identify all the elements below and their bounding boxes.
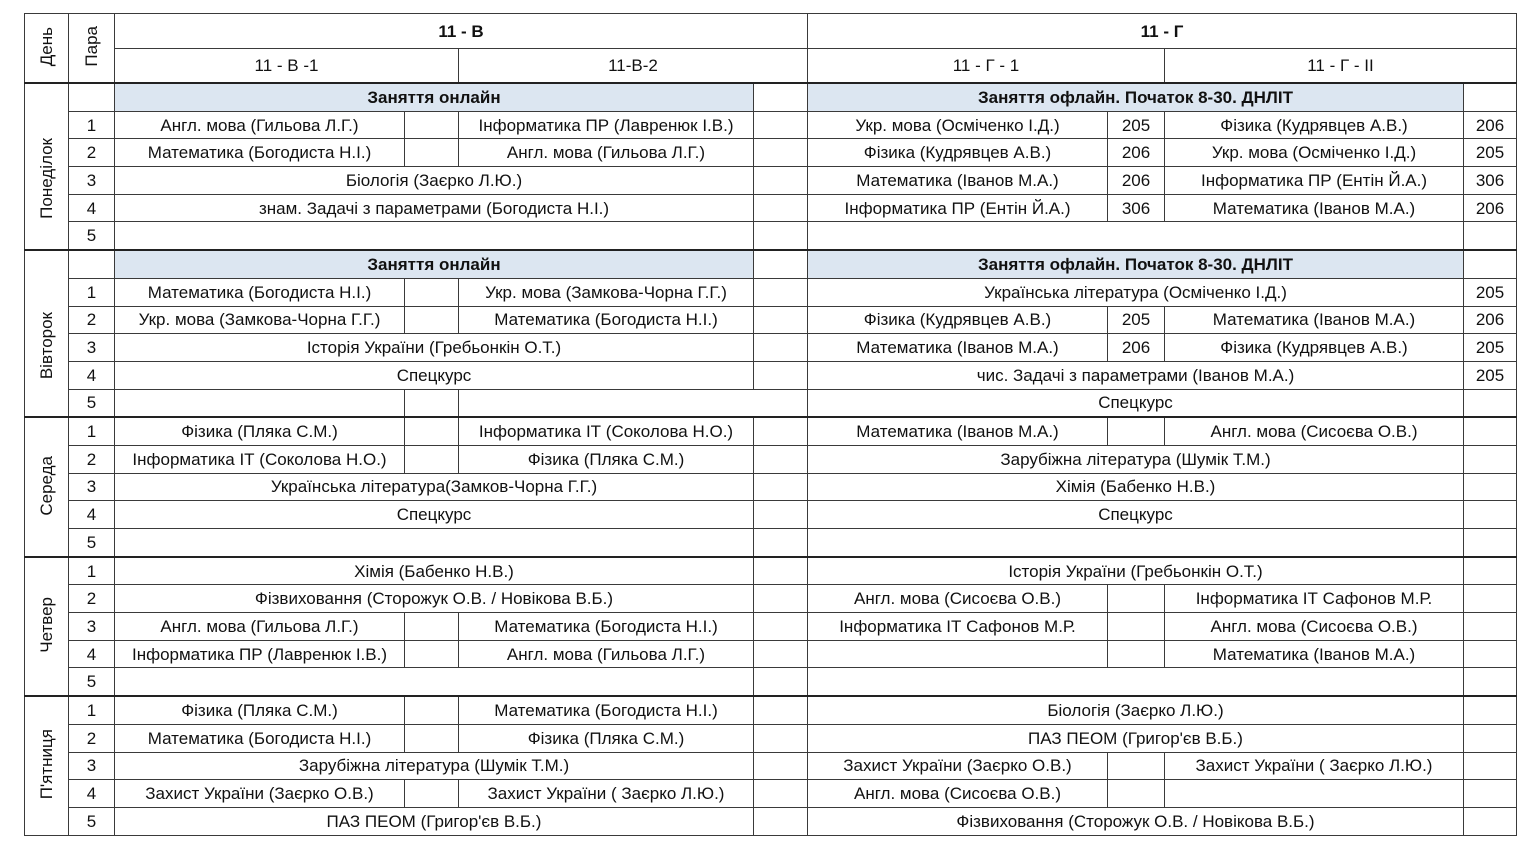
mon-4-g1-room: 306 xyxy=(1108,194,1165,222)
day-friday: П'ятниця xyxy=(25,696,69,835)
thu-2-g2-room xyxy=(1464,585,1517,613)
tue-4-g: чис. Задачі з параметрами (Іванов М.А.) xyxy=(808,361,1464,389)
wed-2-b2: Фізика (Пляка С.М.) xyxy=(459,445,754,473)
mon-1-b2-room xyxy=(754,111,808,139)
fri-3-b: Зарубіжна література (Шумік Т.М.) xyxy=(115,752,754,780)
day-monday: Понеділок xyxy=(25,111,69,250)
tue-1-b2-room xyxy=(754,278,808,306)
thu-2-b: Фізвиховання (Сторожук О.В. / Новікова В.Б.) xyxy=(115,585,754,613)
mon-5-g-room xyxy=(1464,222,1517,250)
wed-5-b xyxy=(115,529,754,557)
thu-5-b-room xyxy=(754,668,808,696)
wed-1-g2: Англ. мова (Сисоєва О.В.) xyxy=(1165,417,1464,445)
tue-info-b-room xyxy=(754,250,808,278)
tue-2-g2-room: 206 xyxy=(1464,306,1517,334)
thu-3-g1-room xyxy=(1108,613,1165,641)
thu-4-g1-room xyxy=(1108,640,1165,668)
wed-2-g: Зарубіжна література (Шумік Т.М.) xyxy=(808,445,1464,473)
fri-2-b2-room xyxy=(754,724,808,752)
wed-5-g xyxy=(808,529,1464,557)
mon-info-blank xyxy=(69,83,115,111)
wed-1-b2: Інформатика ІТ (Соколова Н.О.) xyxy=(459,417,754,445)
fri-2-b1: Математика (Богодиста Н.І.) xyxy=(115,724,405,752)
mon-num-3: 3 xyxy=(69,167,115,195)
tue-info-row xyxy=(25,250,1517,278)
mon-row-3 xyxy=(25,167,1517,195)
thu-1-g: Історія України (Гребьонкін О.Т.) xyxy=(808,557,1464,585)
tue-2-g1: Фізика (Кудрявцев А.В.) xyxy=(808,306,1108,334)
tue-1-b1-room xyxy=(405,278,459,306)
wed-num-3: 3 xyxy=(69,473,115,501)
fri-4-g1-room xyxy=(1108,780,1165,808)
thu-5-g-room xyxy=(1464,668,1517,696)
wed-4-b-room xyxy=(754,501,808,529)
thu-3-g2-room xyxy=(1464,613,1517,641)
fri-4-b2: Захист України ( Заєрко Л.Ю.) xyxy=(459,780,754,808)
mon-1-b1: Англ. мова (Гильова Л.Г.) xyxy=(115,111,405,139)
tue-day-blank xyxy=(25,250,69,278)
mon-info-b: Заняття онлайн xyxy=(115,83,754,111)
mon-1-g2: Фізика (Кудрявцев А.В.) xyxy=(1165,111,1464,139)
fri-1-b2-room xyxy=(754,696,808,724)
tue-2-g2: Математика (Іванов М.А.) xyxy=(1165,306,1464,334)
mon-4-b-room xyxy=(754,194,808,222)
fri-3-g2: Захист України ( Заєрко Л.Ю.) xyxy=(1165,752,1464,780)
header-para: Пара xyxy=(69,14,115,84)
fri-1-g: Біологія (Заєрко Л.Ю.) xyxy=(808,696,1464,724)
tue-2-g1-room: 205 xyxy=(1108,306,1165,334)
thu-3-g2: Англ. мова (Сисоєва О.В.) xyxy=(1165,613,1464,641)
wed-3-b: Українська література(Замков-Чорна Г.Г.) xyxy=(115,473,754,501)
thu-num-2: 2 xyxy=(69,585,115,613)
thu-num-4: 4 xyxy=(69,640,115,668)
wed-1-b1-room xyxy=(405,417,459,445)
header-group-g1: 11 - Г - 1 xyxy=(808,49,1165,84)
mon-4-g2-room: 206 xyxy=(1464,194,1517,222)
tue-2-b1: Укр. мова (Замкова-Чорна Г.Г.) xyxy=(115,306,405,334)
mon-row-5 xyxy=(25,222,1517,250)
day-wednesday: Середа xyxy=(25,417,69,556)
mon-3-b-room xyxy=(754,167,808,195)
tue-info-g-room xyxy=(1464,250,1517,278)
tue-5-b2 xyxy=(459,389,808,417)
mon-3-g1-room: 206 xyxy=(1108,167,1165,195)
fri-5-b-room xyxy=(754,807,808,835)
mon-3-g2: Інформатика ПР (Ентін Й.А.) xyxy=(1165,167,1464,195)
tue-5-g: Спецкурс xyxy=(808,389,1464,417)
thu-num-1: 1 xyxy=(69,557,115,585)
mon-4-b: знам. Задачі з параметрами (Богодиста Н.І.) xyxy=(115,194,754,222)
wed-5-b-room xyxy=(754,529,808,557)
thu-3-b1-room xyxy=(405,613,459,641)
mon-info-g: Заняття офлайн. Початок 8-30. ДНЛІТ xyxy=(808,83,1464,111)
wed-num-2: 2 xyxy=(69,445,115,473)
fri-3-b-room xyxy=(754,752,808,780)
fri-2-b2: Фізика (Пляка С.М.) xyxy=(459,724,754,752)
wed-row-2 xyxy=(25,445,1517,473)
mon-info-b-room xyxy=(754,83,808,111)
wed-2-b1-room xyxy=(405,445,459,473)
wed-4-g-room xyxy=(1464,501,1517,529)
wed-1-g1: Математика (Іванов М.А.) xyxy=(808,417,1108,445)
thu-1-b-room xyxy=(754,557,808,585)
tue-3-g2-room: 205 xyxy=(1464,334,1517,362)
thu-3-b2: Математика (Богодиста Н.І.) xyxy=(459,613,754,641)
thu-3-b2-room xyxy=(754,613,808,641)
fri-row-4 xyxy=(25,780,1517,808)
header-class-g: 11 - Г xyxy=(808,14,1517,49)
tue-4-g-room: 205 xyxy=(1464,361,1517,389)
fri-4-g2 xyxy=(1165,780,1464,808)
wed-3-b-room xyxy=(754,473,808,501)
tue-info-blank xyxy=(69,250,115,278)
day-tuesday: Вівторок xyxy=(25,278,69,417)
fri-num-2: 2 xyxy=(69,724,115,752)
thu-4-b2-room xyxy=(754,640,808,668)
thu-4-b2: Англ. мова (Гильова Л.Г.) xyxy=(459,640,754,668)
thu-4-g2: Математика (Іванов М.А.) xyxy=(1165,640,1464,668)
mon-row-4 xyxy=(25,194,1517,222)
mon-2-b1-room xyxy=(405,139,459,167)
fri-2-g: ПАЗ ПЕОМ (Григор'єв В.Б.) xyxy=(808,724,1464,752)
mon-4-g2: Математика (Іванов М.А.) xyxy=(1165,194,1464,222)
tue-info-g: Заняття офлайн. Початок 8-30. ДНЛІТ xyxy=(808,250,1464,278)
wed-4-g: Спецкурс xyxy=(808,501,1464,529)
mon-2-g2-room: 205 xyxy=(1464,139,1517,167)
fri-1-b1: Фізика (Пляка С.М.) xyxy=(115,696,405,724)
tue-row-4 xyxy=(25,361,1517,389)
day-thursday: Четвер xyxy=(25,557,69,696)
wed-1-g2-room xyxy=(1464,417,1517,445)
header-day: День xyxy=(25,14,69,84)
mon-day-blank xyxy=(25,83,69,111)
mon-5-b xyxy=(115,222,754,250)
thu-5-b xyxy=(115,668,754,696)
wed-num-4: 4 xyxy=(69,501,115,529)
fri-3-g2-room xyxy=(1464,752,1517,780)
tue-info-b: Заняття онлайн xyxy=(115,250,754,278)
thu-4-g2-room xyxy=(1464,640,1517,668)
mon-2-g1: Фізика (Кудрявцев А.В.) xyxy=(808,139,1108,167)
thu-row-4 xyxy=(25,640,1517,668)
mon-3-g1: Математика (Іванов М.А.) xyxy=(808,167,1108,195)
thu-1-b: Хімія (Бабенко Н.В.) xyxy=(115,557,754,585)
wed-num-5: 5 xyxy=(69,529,115,557)
fri-3-g1: Захист України (Заєрко О.В.) xyxy=(808,752,1108,780)
tue-3-g1: Математика (Іванов М.А.) xyxy=(808,334,1108,362)
thu-4-b1-room xyxy=(405,640,459,668)
tue-3-g2: Фізика (Кудрявцев А.В.) xyxy=(1165,334,1464,362)
tue-2-b1-room xyxy=(405,306,459,334)
tue-5-b1 xyxy=(115,389,405,417)
fri-4-g2-room xyxy=(1464,780,1517,808)
wed-3-g: Хімія (Бабенко Н.В.) xyxy=(808,473,1464,501)
thu-3-g1: Інформатика ІТ Сафонов М.Р. xyxy=(808,613,1108,641)
mon-info-row xyxy=(25,83,1517,111)
tue-num-4: 4 xyxy=(69,361,115,389)
thu-1-g-room xyxy=(1464,557,1517,585)
wed-row-3 xyxy=(25,473,1517,501)
thu-num-3: 3 xyxy=(69,613,115,641)
wed-row-4 xyxy=(25,501,1517,529)
mon-row-1 xyxy=(25,111,1517,139)
tue-num-3: 3 xyxy=(69,334,115,362)
wed-1-b1: Фізика (Пляка С.М.) xyxy=(115,417,405,445)
tue-3-g1-room: 206 xyxy=(1108,334,1165,362)
tue-num-1: 1 xyxy=(69,278,115,306)
mon-1-g1: Укр. мова (Осміченко І.Д.) xyxy=(808,111,1108,139)
mon-num-2: 2 xyxy=(69,139,115,167)
thu-2-g1: Англ. мова (Сисоєва О.В.) xyxy=(808,585,1108,613)
wed-4-b: Спецкурс xyxy=(115,501,754,529)
tue-3-b-room xyxy=(754,334,808,362)
fri-num-5: 5 xyxy=(69,807,115,835)
wed-2-b2-room xyxy=(754,445,808,473)
tue-1-g: Українська література (Осміченко І.Д.) xyxy=(808,278,1464,306)
tue-row-5 xyxy=(25,389,1517,417)
mon-2-g2: Укр. мова (Осміченко І.Д.) xyxy=(1165,139,1464,167)
wed-1-b2-room xyxy=(754,417,808,445)
tue-1-b1: Математика (Богодиста Н.І.) xyxy=(115,278,405,306)
header-class-b: 11 - В xyxy=(115,14,808,49)
fri-2-g-room xyxy=(1464,724,1517,752)
wed-num-1: 1 xyxy=(69,417,115,445)
thu-4-g1 xyxy=(808,640,1108,668)
thu-3-b1: Англ. мова (Гильова Л.Г.) xyxy=(115,613,405,641)
header-row-groups xyxy=(25,49,1517,84)
wed-2-b1: Інформатика ІТ (Соколова Н.О.) xyxy=(115,445,405,473)
header-group-b1: 11 - В -1 xyxy=(115,49,459,84)
fri-num-4: 4 xyxy=(69,780,115,808)
thu-row-2 xyxy=(25,585,1517,613)
fri-5-g-room xyxy=(1464,807,1517,835)
fri-4-b1-room xyxy=(405,780,459,808)
mon-1-g1-room: 205 xyxy=(1108,111,1165,139)
fri-1-b2: Математика (Богодиста Н.І.) xyxy=(459,696,754,724)
fri-4-b2-room xyxy=(754,780,808,808)
tue-5-b1-room xyxy=(405,389,459,417)
header-group-g2: 11 - Г - ІІ xyxy=(1165,49,1517,84)
mon-2-b2: Англ. мова (Гильова Л.Г.) xyxy=(459,139,754,167)
mon-3-b: Біологія (Заєрко Л.Ю.) xyxy=(115,167,754,195)
fri-1-g-room xyxy=(1464,696,1517,724)
mon-row-2 xyxy=(25,139,1517,167)
tue-4-b: Спецкурс xyxy=(115,361,754,389)
fri-2-b1-room xyxy=(405,724,459,752)
fri-row-1 xyxy=(25,696,1517,724)
header-group-b2: 11-В-2 xyxy=(459,49,808,84)
fri-5-g: Фізвиховання (Сторожук О.В. / Новікова В.Б.) xyxy=(808,807,1464,835)
fri-1-b1-room xyxy=(405,696,459,724)
fri-5-b: ПАЗ ПЕОМ (Григор'єв В.Б.) xyxy=(115,807,754,835)
wed-1-g1-room xyxy=(1108,417,1165,445)
tue-2-b2: Математика (Богодиста Н.І.) xyxy=(459,306,754,334)
mon-num-5: 5 xyxy=(69,222,115,250)
thu-4-b1: Інформатика ПР (Лавренюк І.В.) xyxy=(115,640,405,668)
mon-num-1: 1 xyxy=(69,111,115,139)
tue-row-3 xyxy=(25,334,1517,362)
tue-4-b-room xyxy=(754,361,808,389)
thu-2-b-room xyxy=(754,585,808,613)
mon-1-b1-room xyxy=(405,111,459,139)
mon-5-b-room xyxy=(754,222,808,250)
fri-row-2 xyxy=(25,724,1517,752)
thu-row-3 xyxy=(25,613,1517,641)
tue-3-b: Історія України (Гребьонкін О.Т.) xyxy=(115,334,754,362)
mon-num-4: 4 xyxy=(69,194,115,222)
tue-num-2: 2 xyxy=(69,306,115,334)
thu-2-g2: Інформатика ІТ Сафонов М.Р. xyxy=(1165,585,1464,613)
schedule-table xyxy=(24,13,1517,836)
thu-num-5: 5 xyxy=(69,668,115,696)
fri-4-g1: Англ. мова (Сисоєва О.В.) xyxy=(808,780,1108,808)
wed-row-5 xyxy=(25,529,1517,557)
wed-5-g-room xyxy=(1464,529,1517,557)
tue-row-2 xyxy=(25,306,1517,334)
mon-2-g1-room: 206 xyxy=(1108,139,1165,167)
tue-num-5: 5 xyxy=(69,389,115,417)
thu-row-5 xyxy=(25,668,1517,696)
wed-3-g-room xyxy=(1464,473,1517,501)
mon-4-g1: Інформатика ПР (Ентін Й.А.) xyxy=(808,194,1108,222)
header-row-classes xyxy=(25,14,1517,49)
wed-2-g-room xyxy=(1464,445,1517,473)
thu-row-1 xyxy=(25,557,1517,585)
thu-2-g1-room xyxy=(1108,585,1165,613)
tue-5-g-room xyxy=(1464,389,1517,417)
fri-num-1: 1 xyxy=(69,696,115,724)
thu-5-g xyxy=(808,668,1464,696)
fri-4-b1: Захист України (Заєрко О.В.) xyxy=(115,780,405,808)
fri-3-g1-room xyxy=(1108,752,1165,780)
mon-3-g2-room: 306 xyxy=(1464,167,1517,195)
fri-num-3: 3 xyxy=(69,752,115,780)
mon-info-g-room xyxy=(1464,83,1517,111)
fri-row-3 xyxy=(25,752,1517,780)
wed-row-1 xyxy=(25,417,1517,445)
mon-1-b2: Інформатика ПР (Лавренюк І.В.) xyxy=(459,111,754,139)
tue-1-g-room: 205 xyxy=(1464,278,1517,306)
mon-1-g2-room: 206 xyxy=(1464,111,1517,139)
mon-2-b1: Математика (Богодиста Н.І.) xyxy=(115,139,405,167)
tue-1-b2: Укр. мова (Замкова-Чорна Г.Г.) xyxy=(459,278,754,306)
tue-2-b2-room xyxy=(754,306,808,334)
tue-row-1 xyxy=(25,278,1517,306)
mon-2-b2-room xyxy=(754,139,808,167)
fri-row-5 xyxy=(25,807,1517,835)
mon-5-g xyxy=(808,222,1464,250)
